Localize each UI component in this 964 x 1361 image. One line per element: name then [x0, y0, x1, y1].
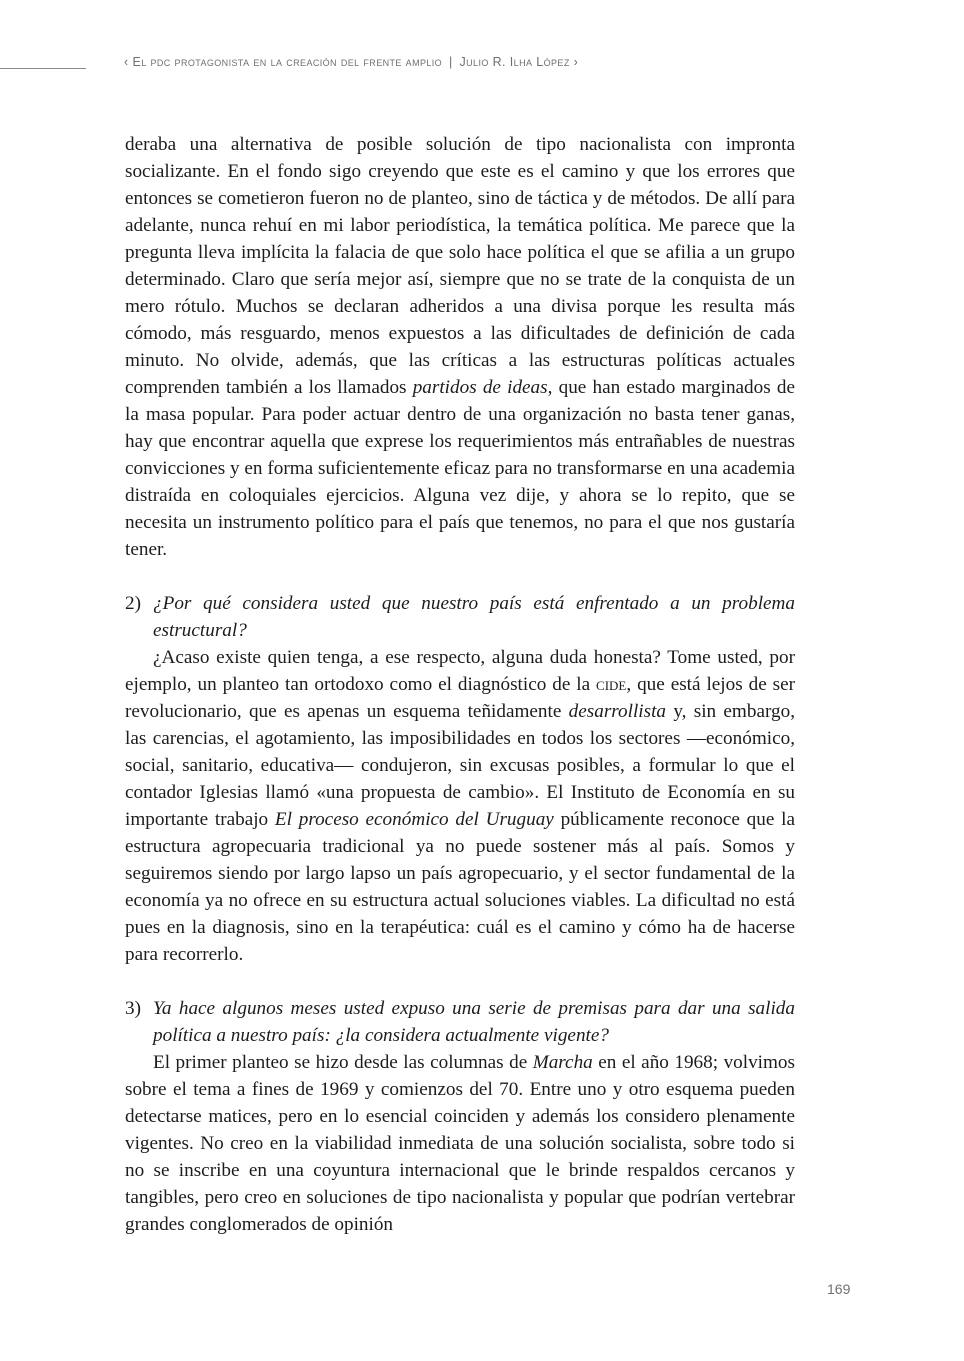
answer-2 — [125, 644, 795, 968]
paragraph-continuation — [125, 131, 795, 563]
text-run: deraba una alternativa de posible solución de tipo nacionalista con impronta socializante. En el fondo sigo creyendo que este es el camino y que los errores que entonces se cometieron fueron no de planteo, sino de táctica y de métodos. De allí para adelante, nunca rehuí en mi labor periodística, la temática política. Me parece que la pregunta lleva implícita la falacia de que solo hace política el que se afilia a un grupo determinado. Claro que sería mejor así, siempre que no se trate de la conquista de un mero rótulo. Muchos se declaran adheridos a una divisa porque les resulta más cómodo, más resguardo, menos expuestos a las dificultades de definición de cada minuto. No olvide, además, que las críticas a las estructuras políticas actuales comprenden también a los llamados — [125, 134, 795, 398]
header-rule — [0, 68, 86, 69]
text-run: , que han estado marginados de la masa popular. Para poder actuar dentro de una organización no basta tener ganas, hay que encontrar aquella que exprese los requerimientos más entrañables de nuestras convicciones y en forma suficientemente eficaz para no transformarse en una academia distraída en coloquiales ejercicios. Alguna vez dije, y ahora se lo repito, que se necesita un instrumento político para el país que tenemos, no para el que nos gustaría tener. — [125, 377, 795, 560]
running-head-open: ‹ — [124, 55, 129, 69]
text-run: en el año 1968; volvimos sobre el tema a fines de 1969 y comienzos del 70. Entre uno y otro esquema pueden detectarse matices, pero en lo esencial coinciden y además los considero plenamente vigentes. No creo en la viabilidad inmediata de una solución socialista, sobre todo si no se inscribe en una coyuntura internacional que le brinde respaldos cercanos y tangibles, pero creo en soluciones de tipo nacionalista y popular que podrían vertebrar grandes conglomerados de opinión — [125, 1052, 795, 1235]
answer-3 — [125, 1049, 795, 1238]
text-run: ¿Acaso existe quien tenga, a ese respecto, alguna duda honesta? Tome usted, por ejemplo, un planteo tan ortodoxo como el diagnóstico de la — [125, 647, 795, 695]
italic-run: partidos de ideas — [412, 377, 548, 398]
italic-run: Marcha — [532, 1052, 593, 1073]
text-run: El primer planteo se hizo desde las columnas de — [153, 1052, 533, 1073]
text-run: públicamente reconoce que la estructura agropecuaria tradicional ya no puede sostener más al país. Somos y seguiremos siendo por largo lapso un país agropecuario, y el sector fundamental de la economía ya no ofrece en su estructura actual soluciones viables. La dificultad no está pues en la diagnosis, sino en la terapéutica: cuál es el camino y cómo ha de hacerse para recorrerlo. — [125, 809, 795, 965]
running-head-close: › — [573, 55, 579, 69]
small-caps-run: cide — [596, 674, 627, 695]
page-number: 169 — [827, 1281, 851, 1297]
question-number: 2) — [125, 593, 141, 614]
text-run: y, sin embargo, las carencias, el agotamiento, las imposibilidades en todos los sectores —económico, social, sanitario, educativa— condujeron, sin excusas posibles, a formular lo que el contador Iglesias llamó «una propuesta de cambio». El Instituto de Economía en su importante trabajo — [125, 701, 795, 830]
question-text: Ya hace algunos meses usted expuso una serie de premisas para dar una salida política a nuestro país: ¿la considera actualmente vigente? — [153, 998, 795, 1046]
running-head-separator: | — [448, 55, 453, 69]
question-3 — [125, 995, 795, 1049]
question-number: 3) — [125, 998, 141, 1019]
text-run: , que está lejos de ser revolucionario, que es apenas un esquema teñidamente — [125, 674, 795, 722]
running-head-title: El pdc protagonista en la creación del frente amplio — [132, 55, 443, 69]
question-2 — [125, 590, 795, 644]
running-head-author: Julio R. Ilha López — [459, 55, 570, 69]
running-head — [124, 55, 824, 69]
question-text: ¿Por qué considera usted que nuestro país está enfrentado a un problema estructural? — [153, 593, 795, 641]
italic-run: desarrollista — [568, 701, 667, 722]
italic-run: El proceso económico del Uruguay — [274, 809, 554, 830]
body-text — [125, 131, 795, 1238]
